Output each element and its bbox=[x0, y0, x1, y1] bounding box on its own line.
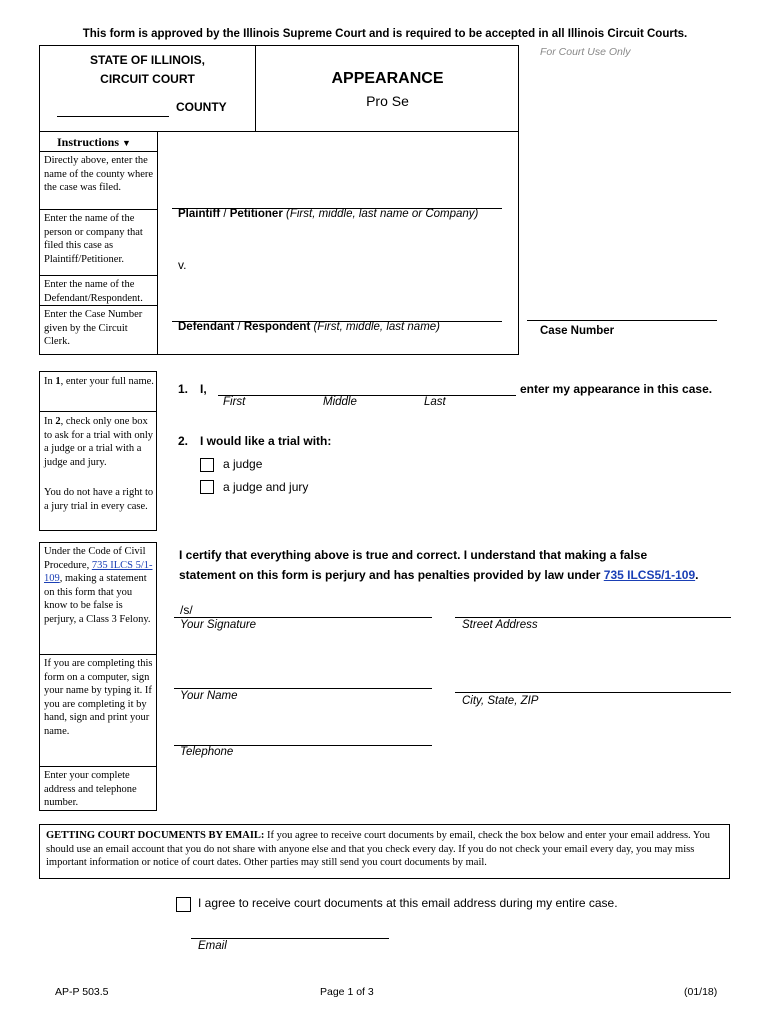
email-notice-heading: GETTING COURT DOCUMENTS BY EMAIL: bbox=[46, 830, 265, 841]
petitioner-label: Petitioner bbox=[229, 208, 283, 220]
item1-tail: enter my appearance in this case. bbox=[520, 382, 713, 396]
instr-box-items-sep bbox=[39, 411, 157, 412]
caption-right-border bbox=[518, 132, 519, 354]
instr-jury-note: You do not have a right to a jury trial in every case. bbox=[44, 487, 154, 512]
item2-number: 2. bbox=[178, 434, 189, 448]
county-label: COUNTY bbox=[176, 100, 227, 114]
triangle-down-icon: ▼ bbox=[122, 138, 131, 148]
first-name-label: First bbox=[223, 396, 246, 408]
instr-item2-num: 2 bbox=[55, 416, 61, 427]
page-number: Page 1 of 3 bbox=[320, 986, 374, 998]
item1-number: 1. bbox=[178, 382, 189, 396]
email-notice-text bbox=[46, 829, 726, 870]
header-divider bbox=[255, 45, 256, 132]
instr-item1-post: , enter your full name. bbox=[60, 376, 154, 387]
instr-perjury-pre: Under the Code of Civil Procedure, bbox=[44, 546, 146, 571]
instr-case-number: Enter the Case Number given by the Circuit Clerk. bbox=[44, 309, 143, 347]
court-line1: STATE OF ILLINOIS, bbox=[90, 53, 205, 67]
telephone-label: Telephone bbox=[180, 746, 234, 758]
email-agree-checkbox[interactable] bbox=[176, 897, 191, 912]
last-name-label: Last bbox=[424, 396, 446, 408]
signature-value[interactable]: /s/ bbox=[180, 603, 193, 617]
instr-signing-sep-2 bbox=[39, 766, 157, 767]
instr-item1-pre: In bbox=[44, 376, 56, 387]
instr-signing-sep-1 bbox=[39, 654, 157, 655]
caption-left-border bbox=[39, 132, 40, 354]
defendant-caption bbox=[178, 321, 440, 333]
court-line2: CIRCUIT COURT bbox=[100, 72, 195, 86]
instructions-heading-rule bbox=[39, 151, 157, 152]
item1-lead: I, bbox=[200, 382, 207, 396]
instr-signing: If you are completing this form on a computer, sign your name by typing it. If you are completing it by hand, sign and print your name. bbox=[44, 658, 153, 737]
certification-line2-post: . bbox=[695, 568, 699, 582]
email-label: Email bbox=[198, 940, 227, 952]
name-label: Your Name bbox=[180, 690, 238, 702]
form-id: AP-P 503.5 bbox=[55, 986, 109, 998]
signature-label: Your Signature bbox=[180, 619, 257, 631]
instr-plaintiff: Enter the name of the person or company that filed this case as Plaintiff/Petitioner. bbox=[44, 213, 143, 265]
street-address-label: Street Address bbox=[462, 619, 538, 631]
defendant-label: Defendant bbox=[178, 321, 235, 333]
case-number-line[interactable] bbox=[527, 320, 717, 321]
instr-county: Directly above, enter the name of the county where the case was filed. bbox=[44, 155, 154, 193]
plaintiff-label: Plaintiff bbox=[178, 208, 221, 220]
top-notice: This form is approved by the Illinois Supreme Court and is required to be accepted in all Illinois Circuit Courts. bbox=[82, 28, 688, 40]
defendant-hint: (First, middle, last name) bbox=[310, 321, 441, 333]
instr-sep-1 bbox=[39, 209, 157, 210]
certification-line2 bbox=[179, 565, 749, 585]
instr-defendant: Enter the name of the Defendant/Respondent. bbox=[44, 279, 143, 304]
form-version: (01/18) bbox=[684, 986, 718, 998]
item2-text: I would like a trial with: bbox=[200, 434, 332, 448]
instructions-heading[interactable] bbox=[57, 135, 131, 150]
email-agree-label: I agree to receive court documents at this email address during my entire case. bbox=[198, 896, 618, 910]
city-state-zip-line[interactable] bbox=[455, 692, 731, 693]
jury-checkbox[interactable] bbox=[200, 480, 214, 494]
plaintiff-sep: / bbox=[220, 208, 230, 220]
instructions-right-border bbox=[157, 132, 158, 354]
form-subtitle: Pro Se bbox=[366, 93, 409, 109]
instr-perjury bbox=[44, 545, 156, 626]
name-line[interactable] bbox=[174, 688, 432, 689]
caption-bottom-border bbox=[39, 354, 519, 355]
judge-checkbox[interactable] bbox=[200, 458, 214, 472]
instructions-heading-label: Instructions bbox=[57, 135, 120, 149]
certification-line1: I certify that everything above is true and correct. I understand that making a false bbox=[179, 548, 648, 562]
email-notice-body: If you agree to receive court documents by email, check the box below and enter your email address. You should use an email account that you do not share with anyone else and that you check every day. If you do not check your email every day, you may miss important information or notice of court dates. Other parties may still send you court documents by mail. bbox=[46, 830, 710, 868]
instr-sep-3 bbox=[39, 305, 157, 306]
respondent-label: Respondent bbox=[243, 321, 311, 333]
certification-line2-pre: statement on this form is perjury and has penalties provided by law under bbox=[179, 568, 604, 582]
plaintiff-hint: (First, middle, last name or Company) bbox=[282, 208, 479, 220]
full-name-input-line[interactable] bbox=[218, 395, 516, 396]
instr-item2-post: , check only one box to ask for a trial with only a judge or a trial with a judge and jury. bbox=[44, 416, 154, 468]
instr-sep-2 bbox=[39, 275, 157, 276]
middle-name-label: Middle bbox=[323, 396, 357, 408]
instr-item2-pre: In bbox=[44, 416, 56, 427]
instr-item2 bbox=[44, 415, 156, 469]
case-number-label: Case Number bbox=[540, 325, 615, 337]
court-use-label: For Court Use Only bbox=[540, 46, 631, 58]
versus-label: v. bbox=[178, 258, 187, 272]
email-input-line[interactable] bbox=[191, 938, 389, 939]
certification-text bbox=[179, 545, 749, 585]
plaintiff-caption bbox=[178, 208, 478, 220]
defendant-sep: / bbox=[234, 321, 244, 333]
certification-link[interactable]: 735 ILCS5/1-109 bbox=[603, 568, 696, 582]
form-title: APPEARANCE bbox=[331, 70, 444, 87]
instr-address: Enter your complete address and telephone number. bbox=[44, 770, 137, 808]
instr-perjury-post: , making a statement on this form that you know to be false is perjury, a Class 3 Felony. bbox=[44, 573, 151, 625]
jury-option-label: a judge and jury bbox=[223, 480, 309, 494]
judge-option-label: a judge bbox=[223, 457, 263, 471]
instr-item1 bbox=[44, 375, 156, 389]
court-name bbox=[40, 51, 255, 89]
instr-item1-num: 1 bbox=[55, 376, 61, 387]
signature-line[interactable] bbox=[174, 617, 432, 618]
instr-perjury-link[interactable]: 735 ILCS 5/1-109 bbox=[44, 559, 153, 584]
street-address-line[interactable] bbox=[455, 617, 731, 618]
city-state-zip-label: City, State, ZIP bbox=[462, 695, 539, 707]
county-input-line[interactable] bbox=[57, 116, 169, 117]
